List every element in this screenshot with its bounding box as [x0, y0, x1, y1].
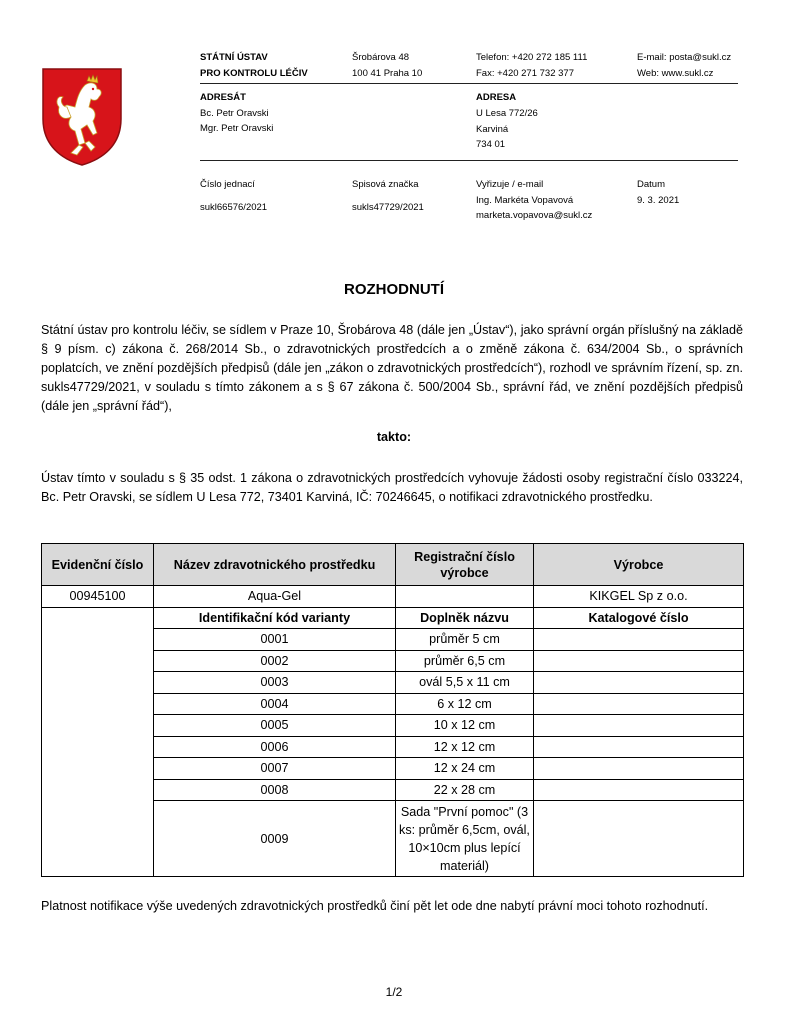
header-device-name: Název zdravotnického prostředku	[154, 544, 396, 586]
institution-fax: Fax: +420 271 732 377	[476, 68, 574, 79]
product-name: Aqua-Gel	[154, 586, 396, 608]
address-line2: Karviná	[476, 124, 509, 135]
variant-catalog	[534, 672, 744, 694]
variant-supplement: 22 x 28 cm	[396, 779, 534, 801]
document-title: ROZHODNUTÍ	[344, 281, 444, 298]
variant-supplement: 12 x 24 cm	[396, 758, 534, 780]
header-manufacturer: Výrobce	[534, 544, 744, 586]
handler-name: Ing. Markéta Vopavová	[476, 195, 574, 206]
handler-label: Vyřizuje / e-mail	[476, 179, 544, 190]
header-divider	[200, 83, 738, 84]
header-manufacturer-reg-number: Registrační číslo výrobce	[396, 544, 534, 586]
variant-code: 0004	[154, 693, 396, 715]
ref-number-label: Číslo jednací	[200, 179, 255, 190]
product-reg-number	[396, 586, 534, 608]
product-evidence-number: 00945100	[42, 586, 154, 608]
institution-web: Web: www.sukl.cz	[637, 68, 714, 79]
recipient-divider	[200, 160, 738, 161]
institution-name-line1: STÁTNÍ ÚSTAV	[200, 52, 268, 63]
variant-catalog	[534, 650, 744, 672]
institution-phone: Telefon: +420 272 185 111	[476, 52, 588, 63]
date-value: 9. 3. 2021	[637, 195, 680, 206]
institution-address-line1: Šrobárova 48	[352, 52, 410, 63]
file-number-value: sukls47729/2021	[352, 202, 424, 213]
variant-code: 0002	[154, 650, 396, 672]
variant-catalog	[534, 779, 744, 801]
table-header-row	[42, 544, 744, 586]
variant-code: 0005	[154, 715, 396, 737]
variant-supplement: ovál 5,5 x 11 cm	[396, 672, 534, 694]
variant-catalog	[534, 736, 744, 758]
recipient-line2: Mgr. Petr Oravski	[200, 123, 274, 134]
intro-paragraph: Státní ústav pro kontrolu léčiv, se sídlem v Praze 10, Šrobárova 48 (dále jen „Ústav“), jako správní orgán příslušný na základě § 9 písm. c) zákona č. 268/2014 Sb., o zdravotnických prostředcích a o změně zákona č. 634/2004 Sb., o správních poplatcích, ve znění pozdějších předpisů (dále jen „zákon o zdravotnických prostředcích“), rozhodl ve správním řízení, sp. zn. sukls47729/2021, v souladu s tímto zákonem a s § 67 zákona č. 500/2004 Sb., správní řád, ve znění pozdějších předpisů (dále jen „správní řád“),	[41, 323, 743, 413]
variant-supplement: 10 x 12 cm	[396, 715, 534, 737]
variant-supplement: Sada "První pomoc" (3 ks: průměr 6,5cm, ovál, 10×10cm plus lepící materiál)	[396, 801, 534, 877]
institution-address-line2: 100 41 Praha 10	[352, 68, 423, 79]
blank-evidence-column	[42, 607, 154, 877]
page-number: 1/2	[385, 985, 403, 999]
variant-supplement: průměr 5 cm	[396, 629, 534, 651]
takto-label: takto:	[376, 430, 412, 444]
product-row	[42, 586, 744, 608]
recipient-label: ADRESÁT	[200, 92, 246, 103]
file-number-label: Spisová značka	[352, 179, 419, 190]
variant-catalog	[534, 715, 744, 737]
variant-catalog	[534, 801, 744, 877]
handler-email: marketa.vopavova@sukl.cz	[476, 210, 593, 221]
variant-catalog	[534, 693, 744, 715]
device-table	[41, 543, 744, 877]
recipient-line1: Bc. Petr Oravski	[200, 108, 269, 119]
product-manufacturer: KIKGEL Sp z o.o.	[534, 586, 744, 608]
institution-email: E-mail: posta@sukl.cz	[637, 52, 732, 63]
header-evidence-number: Evidenční číslo	[42, 544, 154, 586]
czech-coat-of-arms-icon	[41, 67, 123, 167]
subheader-name-supplement: Doplněk názvu	[396, 607, 534, 629]
variant-supplement: 6 x 12 cm	[396, 693, 534, 715]
variant-code: 0001	[154, 629, 396, 651]
variant-supplement: průměr 6,5 cm	[396, 650, 534, 672]
institution-name-line2: PRO KONTROLU LÉČIV	[200, 68, 308, 79]
variant-subheader-row	[42, 607, 744, 629]
decision-paragraph: Ústav tímto v souladu s § 35 odst. 1 zákona o zdravotnických prostředcích vyhovuje žádosti osoby registrační číslo 033224, Bc. Petr Oravski, se sídlem U Lesa 772, 73401 Karviná, IČ: 70246645, o notifikaci zdravotnického prostředku.	[41, 471, 743, 504]
ref-number-value: sukl66576/2021	[200, 202, 268, 213]
address-line1: U Lesa 772/26	[476, 108, 538, 119]
variant-catalog	[534, 629, 744, 651]
address-line3: 734 01	[476, 139, 506, 150]
variant-code: 0008	[154, 779, 396, 801]
variant-code: 0009	[154, 801, 396, 877]
variant-supplement: 12 x 12 cm	[396, 736, 534, 758]
variant-code: 0007	[154, 758, 396, 780]
variant-catalog	[534, 758, 744, 780]
address-label: ADRESA	[476, 92, 517, 103]
validity-paragraph: Platnost notifikace výše uvedených zdravotnických prostředků činí pět let ode dne nabytí právní moci tohoto rozhodnutí.	[41, 899, 709, 913]
date-label: Datum	[637, 179, 665, 190]
subheader-variant-code: Identifikační kód varianty	[154, 607, 396, 629]
variant-code: 0003	[154, 672, 396, 694]
variant-code: 0006	[154, 736, 396, 758]
subheader-catalog-number: Katalogové číslo	[534, 607, 744, 629]
